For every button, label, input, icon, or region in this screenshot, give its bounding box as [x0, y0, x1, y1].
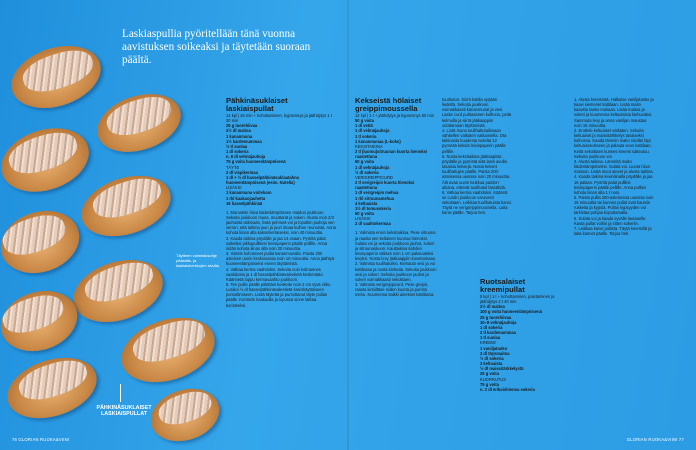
ingredient: n. 8 dl vehnäjauhoja: [226, 154, 266, 160]
ingredient: 1 rkl sitruunamehua: [355, 195, 394, 201]
ingredient: 1 vaniljatanko: [480, 345, 508, 351]
recipe-2-title: Kekseistä hölaiset greippimoussella: [355, 96, 422, 113]
ingredient: ½ dl sokeria: [480, 355, 504, 361]
ingredient: huoneenlämpöisenä (esim. Nutella): [226, 180, 295, 186]
ingredient: 2 dl vaahtokermaa: [355, 221, 391, 227]
recipe-3-title: Ruotsalaiset kreemipullat: [480, 277, 526, 294]
ingredient: 1 dl vettä: [355, 123, 373, 129]
ingredient: 1 rkl kaakaojauhetta: [226, 195, 266, 201]
recipe-3-ingredients: [480, 304, 564, 392]
ingredient: 3 dl täysmaitoa: [480, 350, 510, 356]
step: 2. Valmista tuulihatuiksi. Kiehauta vesi ja voi kattilassa ja nosta kiehutta. Sekoita joukkoon vesi ja sokeri. Sekoita joukkoon jauhot ja sokeri voimakkaasti sekoittaen.: [355, 261, 437, 282]
section-heading: TÄYTE: [226, 164, 240, 170]
ingredient: 1½ kardemummaa: [226, 138, 262, 144]
recipe-2-steps: [355, 230, 437, 297]
paragraph: 4. Kaada taikina leivinliinalla pöydälle ja jaa 16 palaan. Pyöritä palat pulliksi leivinpaperin päälle pellille. Anna pullien kohota liinan alla 1 t noin.: [574, 174, 653, 195]
column-5: [574, 97, 654, 236]
step: 3. Valmista verigreippicurd. Pese greipit, raasta kirniiltäse niiden kuorta ja purista mehu. Kuumenna kaikki ainekset kattilassa.: [355, 282, 435, 298]
folio-left: 76 GLORIAN RUOKA&VIINI: [12, 437, 70, 442]
ingredient: 25 g voita: [480, 371, 499, 377]
recipe-3: [480, 278, 564, 392]
paragraph: 6. Vatkaa kerma vaahdoksi. Käännä se curdin joukkoon varovasti sekoittaen. Leikkaa tuulihatuista kansi. Täytä ne verigreippimoussella. Laita kansi päälle. Tarjoa heti.: [442, 189, 512, 216]
step: 4. Vatkaa kerma vaahdoksi. Sekoita noin kolmannes vaahdosta ja 1 dl hasselpähkinävaleetietä keskenään. Käännetä loppu kermavaahto joukkoon.: [226, 266, 324, 282]
ingredient: 2½ dl maitoa: [480, 304, 505, 310]
ingredient: 10–8 vehnäjauhoja: [480, 319, 517, 325]
ingredient: ½ dl maissitärkkelystä: [480, 366, 524, 372]
recipe-2-ingredients: [355, 118, 437, 226]
step: 5. Tee pullin päälle pitkittäin koskeite noin 2 cm syvä viilto. Lusikoi ½ dl hasselpähkinävaleetietä kaniskäyttöiseen pursottimiseen. Lisää täytettä ja pursottanut täyte pullan päälle. Koristele kaakaolla ja lopussa sinne laittaa koristeeksi.: [226, 282, 332, 308]
ingredient: 1 kananmuna voiteluun: [226, 190, 272, 196]
step: 1. Valmista ensin keksitaikina. Pese sitruuna ja raasta sen keltainen kuorioa hienoksi. Sulata voi ja sekoita joukkoon jauhot, sokeri ja sitruunankuori. Kaultaikina kahden leivinpaperin välissä noin 1 cm paksuuteksi levyksi. Nosta levy jääkaappiin kovettumaan.: [355, 230, 437, 262]
section-heading: LISÄKSI: [355, 216, 371, 222]
ingredient: 1 dl vehnäjauhoja: [355, 128, 390, 134]
ingredient: 1 kananmuna: [226, 133, 253, 139]
ingredient: 50 g voita: [355, 159, 374, 165]
ingredient: 1 dl vehnäjauhoja: [355, 164, 390, 170]
ingredient: 1 dl + ½ dl hasselpähkinäsuklaatahna: [226, 174, 299, 180]
ingredient: 2 tl verigreipin kuorta hienoksi raastettuna: [355, 180, 415, 191]
recipe-2: [355, 97, 437, 297]
ingredient: 50 g voita: [355, 210, 374, 216]
section-heading: VERIGREIPPICURD: [355, 174, 393, 180]
paragraph: 1. Alusta kreemistä. Halkaise vaniljatanko ja kaavi siemenet kattilaan. Lisää maito kaavittu tanko mukaan. Lisää maitoa ja sokeri ja kuumenna keltuaisista kiehuvaksi. Sammuta levy ja anna vaniljan maustaa noin 15 minuuttia.: [574, 97, 654, 128]
ingredient: 1 dl verigreipin mehua: [355, 190, 399, 196]
recipe-1-title: Pähkinäsuklaiset laskiaispullat: [226, 96, 288, 113]
ingredient: 4 keltuaista: [355, 200, 378, 206]
ingredient: 1½ dl tomusokeria: [355, 205, 391, 211]
ingredient: 1 tl sokeria: [355, 133, 377, 139]
ingredient: 2 tl kardemummaa: [480, 330, 516, 336]
step: 3. Voitele kohonneet pullat kananmunalla. Paista 200 asteisen uunin keskiosassa noin 10 minuuttia. Anna jäähtyä huoneenlämpöiseksi ennen täyttämistä.: [226, 251, 335, 267]
paragraph: tourituton. Siirrä kattila syrjään liedeltä. Sekoita joukkoon voimakkaasti kananmunat ja vesi. Laske curd puhtaaseen kulhoon, peitä kelmulla ja siirrä jääkaappiin odottamaan täyttämistä.: [442, 97, 512, 128]
page-fold: [347, 0, 349, 450]
recipe-1-meta: 14 kpl | 45 min + kohottaminen, kypsennys ja jäähdytys 1 t 30 min: [226, 113, 332, 124]
ingredient: 100 g voita huoneenlämpöisenä: [480, 309, 542, 315]
paragraph: 5. Nosta keksitaikina jääkaapista pöydälle ja pyöristä siitä lasin avulla tasaisia keksejä. Nosta kekset tuulihattujen päälle. Paista 200-asteisessa uunissa noin 20 minuuttia. Älä avaa uunin luukkua paiston aikana, etteivät tuulihatut lässähdä.: [442, 153, 511, 190]
ingredient: 25 g tuorehiivaa: [226, 123, 258, 129]
ingredient: n. 2 dl erikoishienoa sokeria: [480, 386, 535, 392]
ingredient: 2 tl (luomu)sitruunan kuorta hienoksi raastettuna: [355, 149, 428, 160]
paragraph: 4. Liotä muna tuulihattutaikinaan vähitellen vatkaten vatkaimella. Ota taikinasta kuudesta isotelta 12 pyöreää keksiä leivinpaperin päälle pellille.: [442, 127, 507, 154]
recipe-1-ingredients: [226, 123, 336, 206]
paragraph: 3. Alusta taikina. Lämmitä maito kädenlämpöiseksi. Sulata voi. Liuota hiiva maitoon. Lisää muut aineet ja alusta taikina.: [574, 158, 654, 175]
recipe-1: [226, 97, 336, 308]
ingredient: ½ tl suolaa: [226, 143, 248, 149]
column-3: [442, 97, 512, 216]
ingredient: 3 keltuaista: [480, 361, 503, 367]
section-heading: LISÄKSI: [226, 185, 242, 191]
ingredient: 2½ dl maitoa: [226, 128, 251, 134]
ingredient: 16 hasselpähkinää: [226, 200, 263, 206]
step: 2. Kaada taikina pöydälle ja jaa 14 osaan. Pyöritä palat soikeiksi pikkupullikesi leivinpaperin päälle pellille. Anna nidän kohota liinan alla noin 30 minuuttia.: [226, 235, 328, 251]
ingredient: 75 g voita huoneenlämpöisenä: [226, 159, 286, 165]
ingredient: 2 dl vispikermaa: [226, 169, 258, 175]
side-caption: Täytteen valmistusohje pääsiäis- ja laskiaisherkkujen sivulla.: [176, 253, 220, 268]
ingredient: 1 tl suolaa: [480, 335, 501, 341]
ingredient: 25 g tuorehiivaa: [480, 314, 512, 320]
ingredient: 75 g voita: [480, 381, 499, 387]
recipe-3-meta: 5 kpl | 1 t + kohottaminen, paistaminen ja jäähdytys 2 t 40 min: [480, 294, 555, 305]
paragraph: 2. Erottele keltuaiset vatkaten. Sekoita keltuaiset ja maissitärkkelys tasaiseksi kulhossa. Kaada lämmin maito siivilän läpi keltuaisseokseen ja palauta seos kattilaan. Keitä sekoittaen kunnes kreemi sakeutuu. Sekoita joukkoon voi.: [574, 127, 652, 159]
paragraph: 7. Leikkaa kansi pullista. Täytä kreemillä ja laita kannet päälle. Tarjoa heti.: [574, 225, 652, 237]
step: 1. Murustele hiiva kädenlämpöiseen maidon joukkoon. Sekoita joukkoon muna, muuttarat ja sokeri. Alusta mon 2/3 jauhoista taikinaan, lisää pehmeä voi ja loputkin jauhoja sen verran, että taikina juuri ja juuri irtoaa kulhon reunoista. Anna kohota liinan alla kaksinkertaiseksi, noin 40 minuuttia.: [226, 209, 336, 236]
ingredient: 1 dl sokeria: [226, 149, 249, 155]
paragraph: 5. Paista pullia 200-asteisessa uunissa noin 15 minuuttia tai kunnes pullat ovat kauniin ruskeita ja kypsiä. Pullan kypsyyden voi tarkistaa pohjaa koputtamalla.: [574, 194, 654, 216]
ingredient: ½ dl sokeria: [355, 169, 379, 175]
ingredient: 1 dl sokeria: [480, 324, 503, 330]
section-heading: KEKSITAIKINA: [355, 143, 383, 149]
ingredient: 50 g voita: [355, 118, 374, 124]
bottom-caption: PÄHKINÄSUKLAISET LASKIAISPULLAT: [96, 405, 152, 418]
paragraph: 6. Sulata voi ja kaada syvälle lautaselle. Kasta pullat voihin ja sitten sokeriin.: [574, 215, 647, 226]
section-heading: KREEMI: [480, 340, 496, 346]
recipe-1-steps: [226, 210, 336, 308]
section-heading: KUORRUTUS: [480, 376, 506, 382]
folio-right: GLORIAN RUOKA&VIINI 77: [626, 437, 684, 442]
headline: Laskiaspullia pyöritellään tänä vuonna aavistuksen soikeaksi ja täytetään suoraan päältä.: [122, 28, 311, 66]
recipe-2-meta: 12 kpl | 1 t + jäähdytys ja kypsennys 50 min: [355, 113, 435, 118]
ingredient: 1 kananmunaa (L-koko): [355, 138, 401, 144]
caption-pointer: [120, 384, 121, 402]
